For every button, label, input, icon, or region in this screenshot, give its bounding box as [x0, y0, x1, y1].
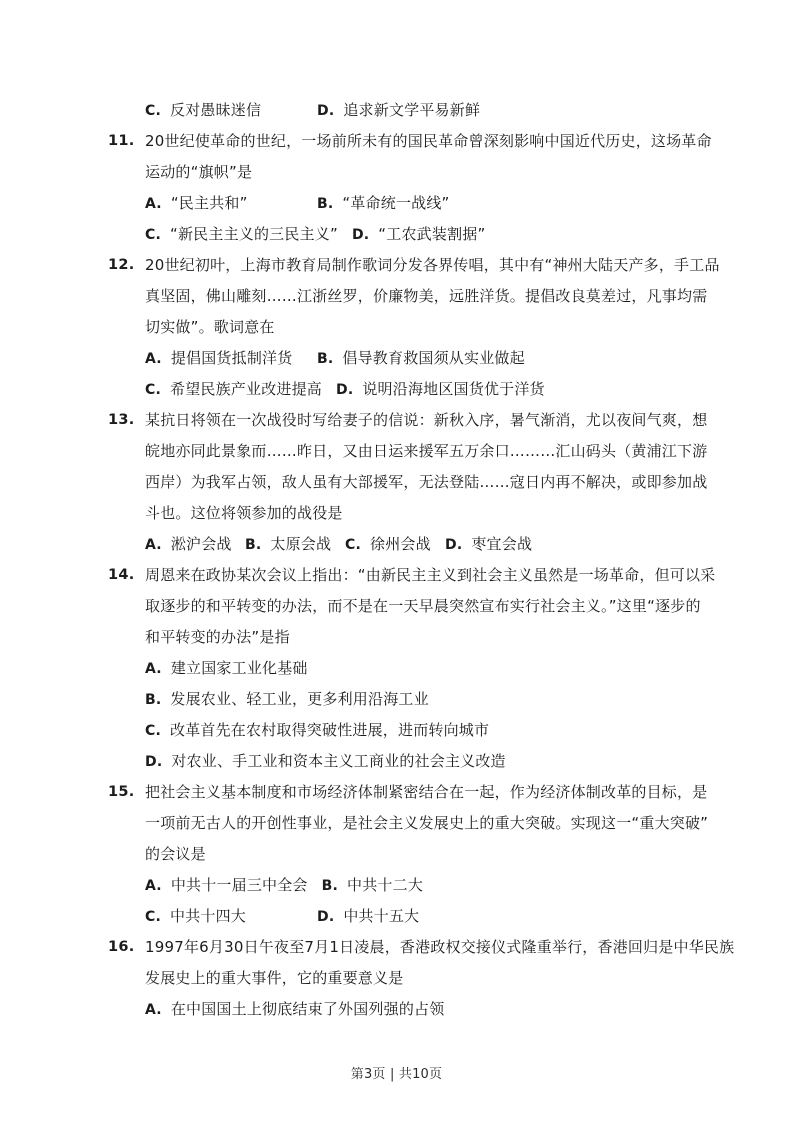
option-label: C. [145, 909, 161, 925]
option-label: C. [145, 227, 161, 243]
option-label: C. [345, 537, 361, 553]
option-row [0, 528, 793, 559]
option-label: C. [145, 103, 161, 119]
option [445, 533, 532, 554]
stem-line: 真坚固，佛山雕刻……江浙丝罗，价廉物美，远胜洋货。提倡改良莫差过，凡事均需 [145, 287, 708, 305]
option [145, 905, 317, 926]
option-row [0, 652, 793, 683]
stem-line-row [0, 156, 793, 187]
option [145, 750, 506, 771]
option-label: A. [145, 351, 162, 367]
option-label: C. [145, 382, 161, 398]
question-number: 12. [108, 256, 135, 273]
option [145, 533, 245, 554]
stem-line: 1997年6月30日午夜至7月1日凌晨，香港政权交接仪式隆重举行，香港回归是中华民族 [145, 938, 735, 956]
option-text: 发展农业、轻工业，更多利用沿海工业 [170, 690, 429, 708]
option-label: B. [245, 537, 262, 553]
option-label: A. [145, 661, 162, 677]
option-text: 枣宜会战 [471, 535, 533, 553]
stem-line: 20世纪初叶，上海市教育局制作歌词分发各界传唱，其中有“神州大陆天产多，手工品 [145, 256, 720, 274]
option [336, 378, 545, 399]
option-text: 中共十一届三中全会 [170, 876, 308, 894]
option-text: “民主共和” [170, 194, 248, 212]
option-text: 太原会战 [270, 535, 332, 553]
option-text: 中共十四大 [170, 907, 247, 925]
question-block [0, 249, 793, 404]
option-label: D. [317, 909, 335, 925]
option-label: B. [145, 692, 162, 708]
question-block [0, 931, 793, 1024]
stem-line-row [0, 559, 793, 590]
option-text: 追求新文学平易新鲜 [343, 101, 481, 119]
stem-line-row [0, 838, 793, 869]
option-row [0, 187, 793, 218]
option-label: D. [445, 537, 463, 553]
stem-line: 皖地亦同此景象而……昨日，又由日运来援军五万余口………汇山码头（黄浦江下游 [145, 442, 708, 460]
stem-line: 把社会主义基本制度和市场经济体制紧密结合在一起，作为经济体制改革的目标，是 [145, 783, 708, 801]
stem-line-row [0, 280, 793, 311]
option-label: B. [317, 196, 334, 212]
option-row [0, 683, 793, 714]
stem-line-row [0, 404, 793, 435]
stem-line: 斗也。这位将领参加的战役是 [145, 504, 343, 522]
option-text: “新民主主义的三民主义” [170, 225, 338, 243]
option-row [0, 714, 793, 745]
exam-content [0, 94, 793, 1024]
option-text: 反对愚昧迷信 [170, 101, 262, 119]
option-row [0, 745, 793, 776]
option-label: A. [145, 196, 162, 212]
option [145, 874, 322, 895]
question-number: 11. [108, 132, 135, 149]
stem-line-row [0, 466, 793, 497]
option [245, 533, 345, 554]
option-text: 在中国国土上彻底结束了外国列强的占领 [170, 1000, 445, 1018]
option-label: C. [145, 723, 161, 739]
option-text: 中共十五大 [343, 907, 420, 925]
option-row [0, 869, 793, 900]
stem-line-row [0, 125, 793, 156]
option-text: 提倡国货抵制洋货 [170, 349, 293, 367]
option-text: 中共十二大 [347, 876, 424, 894]
question-block [0, 404, 793, 559]
stem-line: 切实做”。歌词意在 [145, 318, 275, 336]
option [317, 905, 419, 926]
stem-line-row [0, 497, 793, 528]
stem-line-row [0, 249, 793, 280]
option [352, 223, 486, 244]
stem-line: 和平转变的办法”是指 [145, 628, 290, 646]
stem-line-row [0, 590, 793, 621]
stem-line-row [0, 435, 793, 466]
page-footer: 第3页 | 共10页 [350, 1067, 443, 1082]
option-text: 改革首先在农村取得突破性进展，进而转向城市 [170, 721, 490, 739]
stem-line-row [0, 311, 793, 342]
stem-line-row [0, 776, 793, 807]
option [145, 192, 317, 213]
option-text: 对农业、手工业和资本主义工商业的社会主义改造 [171, 752, 506, 770]
option [145, 378, 336, 399]
stem-line: 西岸）为我军占领，敌人虽有大部援军，无法登陆……寇日内再不解决，或即参加战 [145, 473, 708, 491]
stem-line-row [0, 621, 793, 652]
option [145, 99, 317, 120]
option-label: B. [321, 878, 339, 894]
option [145, 688, 429, 709]
option [322, 874, 423, 895]
option-text: “革命统一战线” [342, 194, 450, 212]
question-number: 14. [108, 566, 135, 583]
stem-line: 取逐步的和平转变的办法，而不是在一天早晨突然宣布实行社会主义。”这里“逐步的 [145, 597, 701, 615]
option-label: D. [336, 382, 354, 398]
option [317, 192, 450, 213]
question-number: 16. [108, 938, 135, 955]
option [317, 347, 525, 368]
option-text: 徐州会战 [370, 535, 431, 553]
stem-line: 20世纪使革命的世纪，一场前所未有的国民革命曾深刻影响中国近代历史，这场革命 [145, 132, 712, 150]
option [317, 99, 480, 120]
option-label: A. [145, 878, 162, 894]
question-number: 13. [108, 411, 135, 428]
option-label: B. [317, 351, 334, 367]
option-label: D. [317, 103, 335, 119]
option-text: 建立国家工业化基础 [170, 659, 308, 677]
stem-line-row [0, 807, 793, 838]
option-row [0, 993, 793, 1024]
option-text: 淞沪会战 [170, 535, 232, 553]
option-label: A. [145, 537, 162, 553]
option-text: 希望民族产业改进提高 [170, 380, 323, 398]
option-label: A. [145, 1002, 162, 1018]
stem-line-row [0, 931, 793, 962]
option [145, 719, 489, 740]
stem-line: 发展史上的重大事件，它的重要意义是 [145, 969, 404, 987]
option-label: D. [351, 227, 370, 243]
stem-line-row [0, 962, 793, 993]
stem-line: 某抗日将领在一次战役时写给妻子的信说：新秋入序，暑气渐消，尤以夜间气爽，想 [145, 411, 708, 429]
option-row [0, 900, 793, 931]
option-label: D. [145, 754, 163, 770]
stem-line: 一项前无古人的开创性事业，是社会主义发展史上的重大突破。实现这一“重大突破” [145, 814, 709, 832]
question-number: 15. [108, 783, 135, 800]
option-row [0, 218, 793, 249]
option-text: 说明沿海地区国货优于洋货 [362, 380, 545, 398]
option [145, 223, 352, 244]
stem-line: 运动的“旗帜”是 [145, 163, 253, 181]
question-block [0, 776, 793, 931]
question-block [0, 125, 793, 249]
option-row [0, 373, 793, 404]
question-block [0, 559, 793, 776]
option-text: “工农武装割据” [378, 225, 486, 243]
option [145, 998, 444, 1019]
option [145, 657, 308, 678]
option [345, 533, 445, 554]
stem-line: 的会议是 [145, 845, 206, 863]
stem-line: 周恩来在政协某次会议上指出：“由新民主主义到社会主义虽然是一场革命，但可以采 [145, 566, 716, 584]
option-row [0, 342, 793, 373]
option [145, 347, 317, 368]
option-text: 倡导教育救国须从实业做起 [342, 349, 525, 367]
option-row [0, 94, 793, 125]
